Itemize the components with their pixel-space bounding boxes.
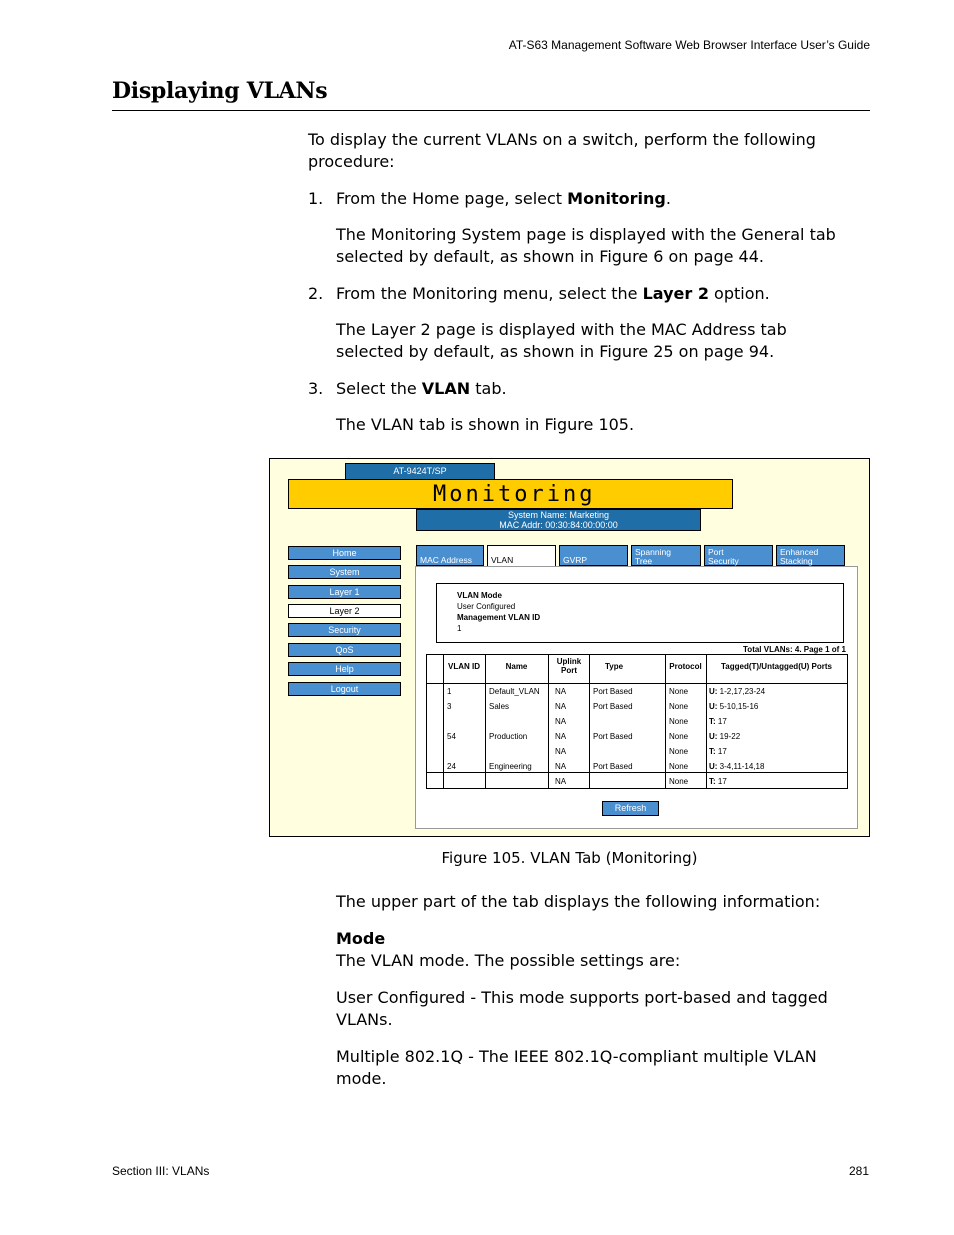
table-cell: NA [555, 747, 567, 756]
table-cell: U: 1-2,17,23-24 [709, 687, 766, 696]
table-cell: 24 [447, 762, 456, 771]
refresh-button[interactable]: Refresh [602, 801, 659, 816]
vlan-mode-value: User Configured [457, 602, 516, 611]
table-cell: NA [555, 762, 567, 771]
mgmt-vlan-value: 1 [457, 624, 462, 633]
table-cell: None [669, 732, 689, 741]
table-cell: Port Based [593, 732, 633, 741]
table-cell: T: 17 [709, 777, 727, 786]
nav-logout[interactable]: Logout [288, 682, 401, 696]
monitoring-banner [288, 479, 733, 509]
system-info [416, 509, 701, 531]
table-cell: 54 [447, 732, 456, 741]
step-1-text: From the Home page, select Monitoring. [336, 189, 671, 208]
table-cell: NA [555, 717, 567, 726]
footer-section: Section III: VLANs [112, 1164, 210, 1178]
system-name: System Name: Marketing [507, 510, 610, 520]
col-type: Type [604, 662, 624, 671]
page-number: 281 [848, 1164, 869, 1178]
col-protocol: Protocol [669, 662, 702, 671]
step-2-note: The Layer 2 page is displayed with the MAC Address tab selected by default, as shown in Figure 25 on page 94. [336, 320, 787, 361]
step-3-number: 3. [308, 379, 324, 398]
term-mode: Mode [336, 929, 386, 948]
option-user-configured: User Configured - This mode supports port-based and tagged VLANs. [336, 988, 828, 1029]
table-cell: T: 17 [709, 747, 727, 756]
tab-mac-address[interactable]: MAC Address [416, 545, 484, 566]
col-ports: Tagged(T)/Untagged(U) Ports [721, 662, 832, 671]
tab-port-security[interactable]: Port Security [704, 545, 773, 566]
table-cell: None [669, 687, 689, 696]
step-1-note: The Monitoring System page is displayed with the General tab selected by default, as shown in Figure 6 on page 44. [336, 225, 836, 266]
tab-gvrp[interactable]: GVRP [559, 545, 628, 566]
total-vlans: Total VLANs: 4. Page 1 of 1 [743, 645, 846, 654]
nav-layer-1[interactable]: Layer 1 [288, 585, 401, 599]
tab-vlan[interactable]: VLAN [487, 545, 556, 568]
intro-paragraph: To display the current VLANs on a switch, perform the following procedure: [308, 130, 816, 171]
table-cell: None [669, 762, 689, 771]
tab-enhanced-stacking[interactable]: Enhanced Stacking [776, 545, 845, 566]
nav-qos[interactable]: QoS [288, 643, 401, 657]
table-cell: T: 17 [709, 717, 727, 726]
table-cell: U: 3-4,11-14,18 [709, 762, 765, 771]
device-label: AT-9424T/SP [345, 463, 495, 480]
col-uplink-port: Uplink Port [556, 657, 582, 675]
vlan-mode-label: VLAN Mode [457, 591, 502, 600]
vlan-mode-box [436, 583, 844, 643]
vlan-panel [415, 566, 858, 829]
table-cell: None [669, 702, 689, 711]
table-cell: Default_VLAN [489, 687, 540, 696]
nav-security[interactable]: Security [288, 623, 401, 637]
vlan-tab-screenshot [269, 458, 870, 837]
mac-address: MAC Addr: 00:30:84:00:00:00 [499, 520, 618, 530]
table-cell: 1 [447, 687, 452, 696]
section-title: Displaying VLANs [112, 78, 328, 104]
vlan-table [426, 654, 848, 789]
step-1-number: 1. [308, 189, 324, 208]
step-2-number: 2. [308, 284, 324, 303]
table-cell: 3 [447, 702, 452, 711]
table-cell: Engineering [489, 762, 532, 771]
nav-home[interactable]: Home [288, 546, 401, 560]
title-rule [112, 110, 870, 111]
table-cell: U: 5-10,15-16 [709, 702, 759, 711]
step-2-text: From the Monitoring menu, select the Layer 2 option. [336, 284, 770, 303]
figure-caption: Figure 105. VLAN Tab (Monitoring) [441, 849, 698, 867]
banner-title: Monitoring [433, 482, 596, 507]
table-cell: Port Based [593, 702, 633, 711]
running-head: AT-S63 Management Software Web Browser Interface User’s Guide [508, 38, 870, 52]
table-cell: None [669, 777, 689, 786]
table-cell: U: 19-22 [709, 732, 741, 741]
table-cell: None [669, 717, 689, 726]
step-3-note: The VLAN tab is shown in Figure 105. [336, 415, 635, 434]
table-cell: None [669, 747, 689, 756]
after-intro: The upper part of the tab displays the following information: [336, 892, 821, 911]
col-name: Name [505, 662, 528, 671]
step-3-text: Select the VLAN tab. [336, 379, 507, 398]
table-cell: NA [555, 777, 567, 786]
table-cell: Port Based [593, 687, 633, 696]
table-cell: Port Based [593, 762, 633, 771]
nav-system[interactable]: System [288, 565, 401, 579]
table-cell: Production [489, 732, 528, 741]
table-cell: NA [555, 687, 567, 696]
tab-spanning-tree[interactable]: Spanning Tree [631, 545, 701, 566]
table-cell: Sales [489, 702, 510, 711]
nav-layer-2[interactable]: Layer 2 [288, 604, 401, 618]
table-cell: NA [555, 732, 567, 741]
nav-help[interactable]: Help [288, 662, 401, 676]
table-cell: NA [555, 702, 567, 711]
option-multiple-8021q: Multiple 802.1Q - The IEEE 802.1Q-compliant multiple VLAN mode. [336, 1047, 817, 1088]
mgmt-vlan-label: Management VLAN ID [457, 613, 541, 622]
col-vlan-id: VLAN ID [448, 662, 480, 671]
term-mode-definition: The VLAN mode. The possible settings are: [336, 951, 681, 970]
